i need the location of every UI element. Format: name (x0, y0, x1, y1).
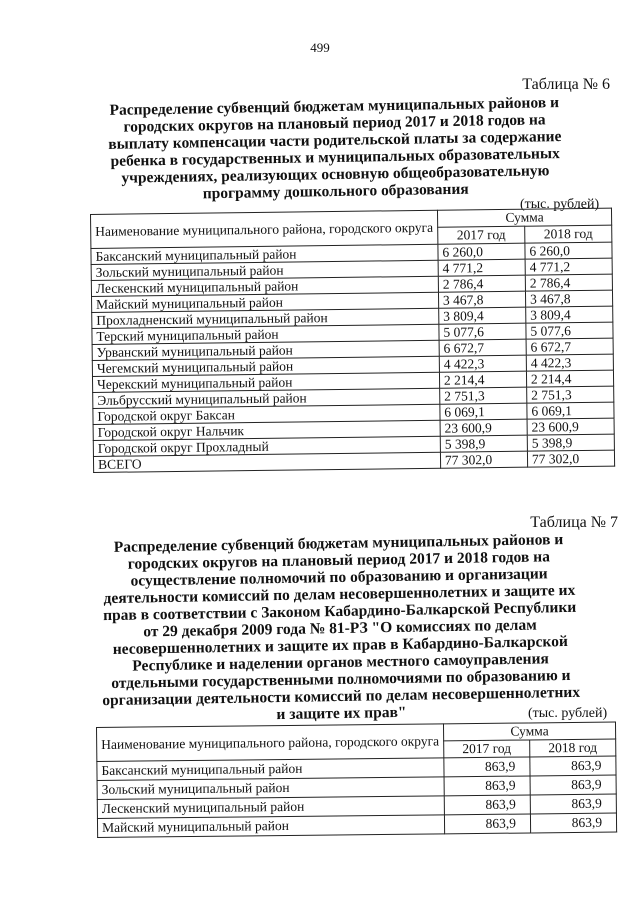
row-value-2017: 77 302,0 (440, 451, 527, 468)
table-6-units: (тыс. рублей) (520, 197, 600, 212)
row-value-2017: 2 786,4 (438, 275, 525, 292)
header-year-2017: 2017 год (444, 740, 530, 758)
row-value-2017: 863,9 (444, 795, 530, 815)
row-value-2018: 23 600,9 (527, 418, 614, 435)
row-value-2018: 863,9 (530, 813, 616, 833)
row-value-2018: 863,9 (530, 775, 616, 795)
row-value-2017: 23 600,9 (440, 419, 527, 436)
row-value-2017: 6 260,0 (438, 243, 525, 260)
row-value-2018: 77 302,0 (527, 450, 614, 467)
header-year-2018: 2018 год (525, 225, 612, 243)
row-value-2017: 4 771,2 (438, 259, 525, 276)
row-value-2018: 2 751,3 (527, 386, 614, 403)
row-name-cell: Майский муниципальный район (97, 815, 444, 838)
table-7 (96, 722, 617, 838)
row-value-2017: 3 467,8 (438, 291, 525, 308)
row-value-2017: 6 069,1 (440, 403, 527, 420)
row-name-cell: Урванский муниципальный район (92, 340, 439, 360)
row-value-2017: 4 422,3 (439, 355, 526, 372)
row-value-2018: 3 809,4 (526, 306, 613, 323)
header-year-2017: 2017 год (438, 226, 525, 244)
row-name-cell: ВСЕГО (93, 452, 440, 472)
row-value-2018: 2 214,4 (526, 370, 613, 387)
table-6 (90, 208, 615, 473)
table-6-label: Таблица № 6 (522, 76, 610, 93)
row-name-cell: Эльбрусский муниципальный район (93, 388, 440, 408)
row-name-cell: Баксанский муниципальный район (91, 244, 438, 264)
row-value-2018: 6 069,1 (527, 402, 614, 419)
row-name-cell: Зольский муниципальный район (91, 260, 438, 280)
row-name-cell: Зольский муниципальный район (97, 777, 444, 800)
row-value-2018: 5 077,6 (526, 322, 613, 339)
row-value-2017: 5 077,6 (439, 323, 526, 340)
row-name-cell: Лескенский муниципальный район (97, 796, 444, 819)
header-name-column: Наименование муниципального района, городского округа (91, 210, 438, 248)
row-value-2018: 6 672,7 (526, 338, 613, 355)
row-value-2018: 5 398,9 (527, 434, 614, 451)
row-name-cell: Городской округ Баксан (93, 404, 440, 424)
row-value-2017: 6 672,7 (439, 339, 526, 356)
row-name-cell: Городской округ Нальчик (93, 420, 440, 440)
row-value-2018: 863,9 (530, 794, 616, 814)
row-value-2018: 863,9 (530, 756, 616, 776)
row-name-cell: Чегемский муниципальный район (92, 356, 439, 376)
row-value-2018: 3 467,8 (525, 290, 612, 307)
row-value-2017: 863,9 (444, 776, 530, 796)
row-name-cell: Городской округ Прохладный (93, 436, 440, 456)
row-value-2018: 4 771,2 (525, 258, 612, 275)
table-7-label: Таблица № 7 (530, 514, 618, 531)
table-7-units: (тыс. рублей) (528, 706, 608, 721)
row-value-2018: 6 260,0 (525, 242, 612, 259)
row-name-cell: Терский муниципальный район (92, 324, 439, 344)
row-name-cell: Лескенский муниципальный район (91, 276, 438, 296)
header-sum: Сумма (437, 208, 611, 227)
row-value-2017: 863,9 (444, 757, 530, 777)
row-name-cell: Прохладненский муниципальный район (92, 308, 439, 328)
row-value-2018: 4 422,3 (526, 354, 613, 371)
row-name-cell: Баксанский муниципальный район (97, 758, 444, 781)
row-value-2017: 5 398,9 (440, 435, 527, 452)
row-value-2017: 3 809,4 (439, 307, 526, 324)
row-value-2017: 2 214,4 (439, 371, 526, 388)
row-name-cell: Черекский муниципальный район (92, 372, 439, 392)
row-value-2018: 2 786,4 (525, 274, 612, 291)
row-value-2017: 2 751,3 (440, 387, 527, 404)
page-number: 499 (310, 40, 330, 55)
table-6-title: Распределение субвенций бюджетам муниципальных районов и городских округов на плановый период 2017 и 2018 годов на выплату компенсации части родительской платы за содержание ребенка в государственных и муниципальных образовательных учреждениях, реализующих основную общеобразовательную программу дошкольного образования (108, 94, 562, 203)
header-sum: Сумма (443, 722, 615, 741)
header-year-2018: 2018 год (530, 739, 616, 757)
table-7-title: Распределение субвенций бюджетам муниципальных районов и городских округов на плановый период 2017 и 2018 годов на осуществление полномочий по образованию и организации деятельности комиссий по делам несовершеннолетних и защите их прав в соответствии с Законом Кабардино-Балкарской Республики от 29 декабря 2009 года № 81-РЗ "О комиссиях по делам несовершеннолетних и защите их прав в Кабардино-Балкарской Республике и наделении органов местного самоуправления отдельными государственными полномочиями по образованию и организации деятельности комиссий по делам несовершеннолетних и защите их прав" (102, 531, 581, 724)
row-value-2017: 863,9 (444, 814, 530, 834)
header-name-column: Наименование муниципального района, городского округа (97, 724, 444, 762)
row-name-cell: Майский муниципальный район (92, 292, 439, 312)
